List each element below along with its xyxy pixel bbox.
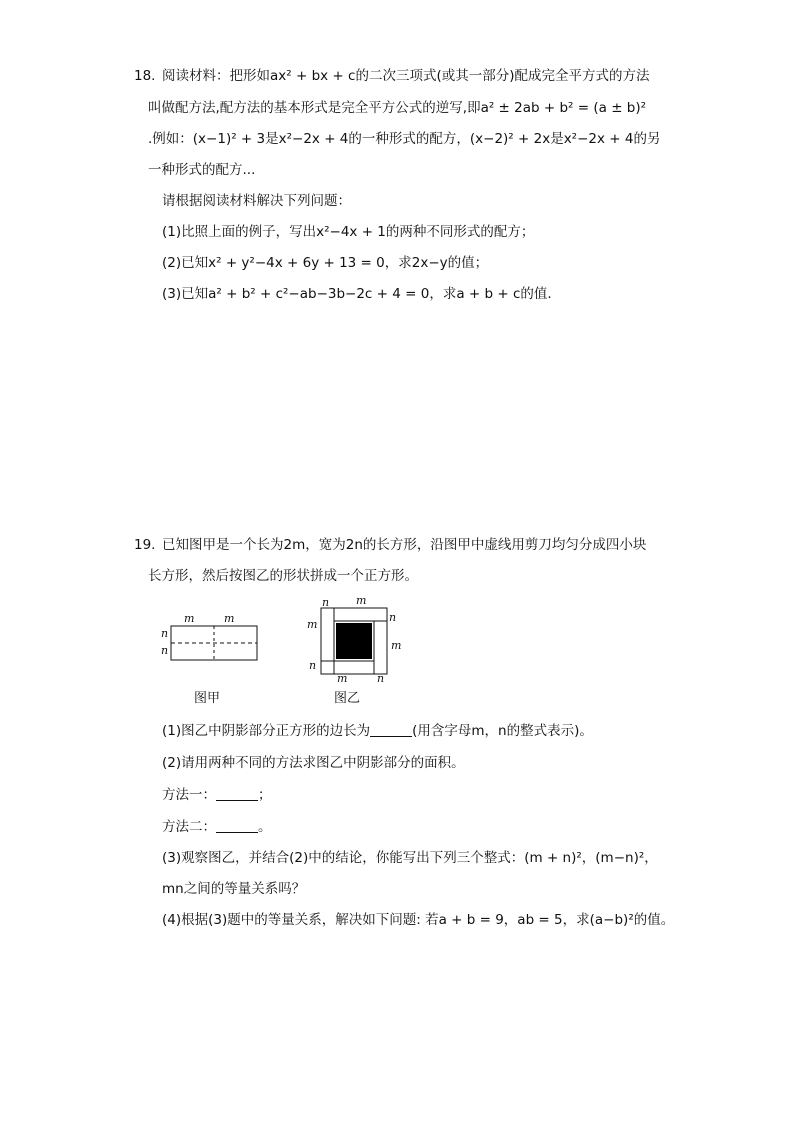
q19-method-2 bbox=[162, 818, 272, 836]
q19-method-1-label: 方法一： bbox=[162, 787, 216, 803]
figure-jia-diagram bbox=[160, 610, 270, 670]
q18-part-3: (3)已知a² + b² + c²−ab−3b−2c + 4 = 0，求a + b + c的值. bbox=[162, 286, 552, 302]
q18-line-4: 一种形式的配方... bbox=[148, 162, 256, 178]
yi-label-m-left: m bbox=[307, 618, 318, 631]
q19-method-1-end: ； bbox=[258, 787, 272, 803]
yi-label-m-top: m bbox=[356, 594, 367, 607]
jia-label-m-right: m bbox=[224, 612, 235, 625]
q19-method-1 bbox=[162, 786, 272, 804]
q19-method-2-blank[interactable] bbox=[216, 820, 258, 833]
q19-part-2: (2)请用两种不同的方法求图乙中阴影部分的面积。 bbox=[162, 755, 465, 771]
jia-label-m-left: m bbox=[184, 612, 195, 625]
q19-part-4: (4)根据(3)题中的等量关系，解决如下问题: 若a + b = 9，ab = 5，求(a−b)²的值。 bbox=[162, 912, 675, 928]
figure-jia-caption: 图甲 bbox=[194, 691, 221, 706]
q19-part-3-line-1: (3)观察图乙，并结合(2)中的结论，你能写出下列三个整式：(m + n)²，(m−n)²， bbox=[162, 850, 658, 866]
jia-label-n-top: n bbox=[161, 627, 169, 640]
q19-method-2-end: 。 bbox=[258, 819, 272, 835]
q19-number: 19. bbox=[134, 537, 156, 553]
q18-line-2: 叫做配方法,配方法的基本形式是完全平方公式的逆写,即a² ± 2ab + b² = (a ± b)² bbox=[148, 100, 647, 116]
q18-number: 18. bbox=[134, 68, 156, 84]
yi-label-m-bottom: m bbox=[337, 672, 348, 685]
q19-part-1-blank[interactable] bbox=[370, 724, 412, 737]
figure-yi-caption: 图乙 bbox=[334, 691, 361, 706]
yi-label-n-bottomright: n bbox=[377, 672, 385, 685]
yi-label-m-right: m bbox=[391, 639, 402, 652]
q18-line-3: .例如：(x−1)² + 3是x²−2x + 4的一种形式的配方，(x−2)² + 2x是x²−2x + 4的另 bbox=[148, 131, 661, 147]
q19-part-1 bbox=[162, 722, 593, 740]
q19-method-1-blank[interactable] bbox=[216, 788, 258, 801]
q18-line-5: 请根据阅读材料解决下列问题： bbox=[162, 193, 351, 209]
jia-label-n-bottom: n bbox=[161, 644, 169, 657]
q18-part-2: (2)已知x² + y²−4x + 6y + 13 = 0，求2x−y的值； bbox=[162, 255, 489, 271]
q19-part-1-text: (1)图乙中阴影部分正方形的边长为 bbox=[162, 723, 371, 739]
q18-part-1: (1)比照上面的例子，写出x²−4x + 1的两种不同形式的配方； bbox=[162, 224, 535, 240]
q19-method-2-label: 方法二： bbox=[162, 819, 216, 835]
q19-intro-1: 已知图甲是一个长为2m，宽为2n的长方形，沿图甲中虚线用剪刀均匀分成四小块 bbox=[162, 537, 647, 553]
q19-part-3-line-2: mn之间的等量关系吗？ bbox=[162, 881, 306, 897]
q19-intro-2: 长方形，然后按图乙的形状拼成一个正方形。 bbox=[148, 568, 418, 584]
yi-label-n-bottomleft: n bbox=[309, 659, 317, 672]
q18-line-1: 阅读材料：把形如ax² + bx + c的二次三项式(或其一部分)配成完全平方式的方法 bbox=[162, 68, 650, 84]
yi-label-n-topleft: n bbox=[322, 596, 330, 609]
yi-label-n-topright: n bbox=[389, 611, 397, 624]
q19-part-1-suffix: (用含字母m，n的整式表示)。 bbox=[412, 723, 593, 739]
